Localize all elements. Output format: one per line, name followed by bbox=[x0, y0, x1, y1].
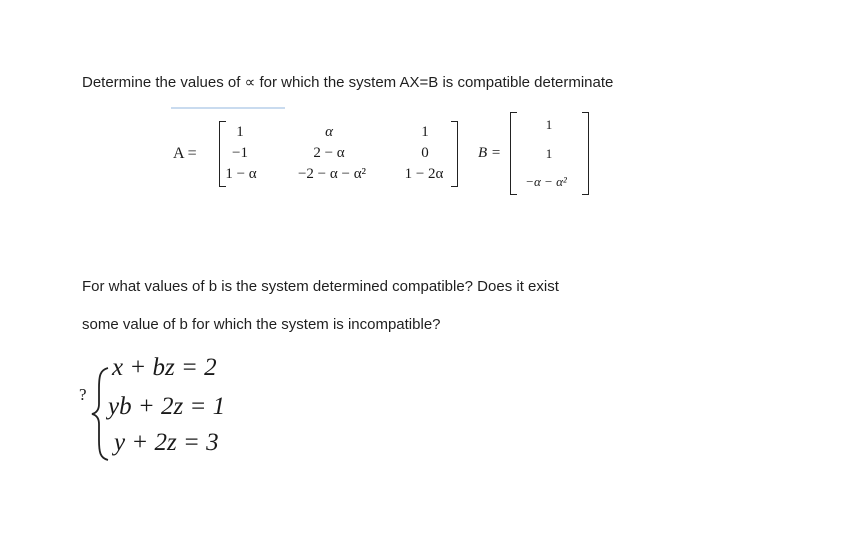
matrix-a-cell: 0 bbox=[421, 145, 429, 161]
question-2-text: For what values of b is the system determined compatible? Does it exist bbox=[82, 278, 559, 295]
matrix-b-left-bracket bbox=[510, 112, 517, 195]
matrix-a-cell: 2 − α bbox=[313, 145, 345, 161]
question-1-text: Determine the values of ∝ for which the system AX=B is compatible determinate bbox=[82, 74, 614, 91]
matrix-a-cell: α bbox=[325, 124, 333, 140]
matrix-b-label: B = bbox=[478, 145, 502, 161]
matrix-a-cell: −2 − α − α² bbox=[297, 166, 367, 182]
matrix-a-cell: 1 − α bbox=[225, 166, 257, 182]
matrix-b-cell: 1 bbox=[545, 117, 553, 132]
equation-2: yb + 2z = 1 bbox=[108, 393, 226, 420]
matrix-b-cell: −α − α² bbox=[525, 174, 567, 189]
decorative-divider bbox=[171, 107, 285, 109]
matrix-a-right-bracket bbox=[451, 121, 458, 187]
system-prefix: ? bbox=[79, 385, 87, 404]
equation-1: x + bz = 2 bbox=[112, 354, 217, 381]
matrix-a-label: A = bbox=[173, 145, 197, 162]
matrix-a-cell: 1 − 2α bbox=[404, 166, 444, 182]
equation-3: y + 2z = 3 bbox=[114, 429, 219, 456]
matrix-a-cell: 1 bbox=[421, 124, 429, 140]
matrix-a-cell: 1 bbox=[236, 124, 244, 140]
matrix-b-cell: 1 bbox=[545, 146, 553, 161]
matrix-a-cell: −1 bbox=[232, 145, 248, 161]
question-2-continuation: some value of b for which the system is incompatible? bbox=[82, 316, 441, 333]
matrix-b-right-bracket bbox=[582, 112, 589, 195]
